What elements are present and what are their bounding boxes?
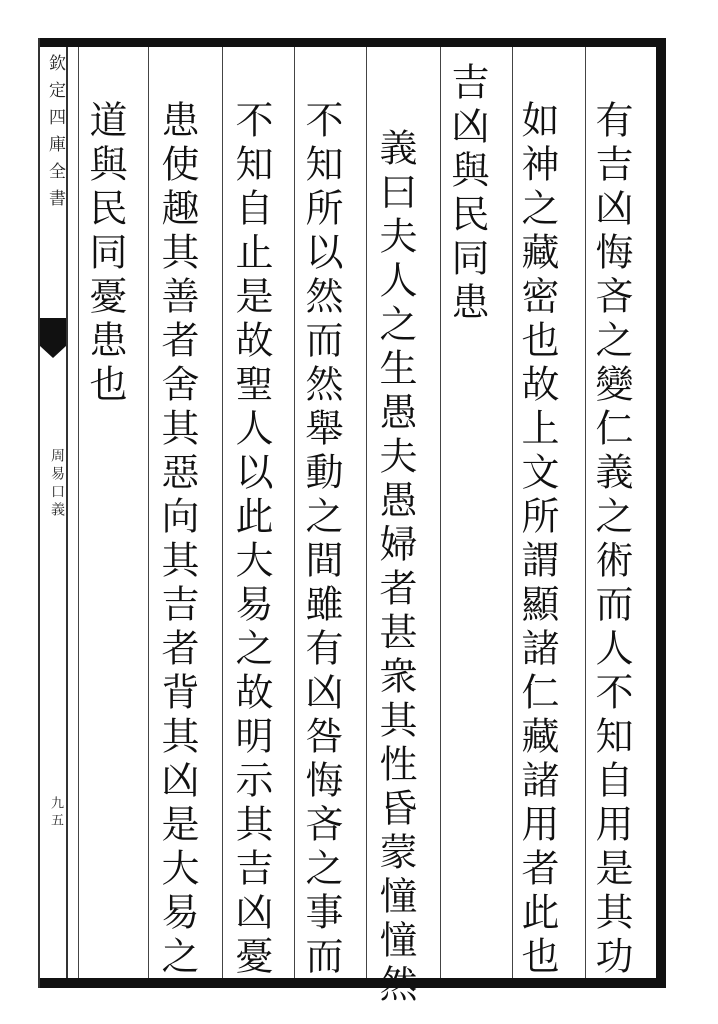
column-rule — [366, 47, 367, 978]
text-column-2: 如神之藏密也故上文所謂顯諸仁藏諸用者此也 — [515, 100, 559, 980]
text-column-1: 有吉凶悔吝之變仁義之術而人不知自用是其功 — [589, 100, 633, 980]
frame-bottom-border — [38, 978, 666, 988]
text-column-5: 不知所以然而然舉動之間雖有凶咎悔吝之事而 — [299, 100, 343, 980]
column-rule — [222, 47, 223, 978]
column-rule — [78, 47, 79, 978]
text-column-8: 道與民同憂患也 — [83, 100, 127, 408]
column-rule — [585, 47, 586, 978]
frame-top-border — [38, 38, 666, 47]
column-rule — [148, 47, 149, 978]
margin-book-title: 周易口義 — [49, 448, 65, 520]
margin-page-number: 九五 — [48, 796, 63, 830]
column-rule — [440, 47, 441, 978]
column-rule — [294, 47, 295, 978]
frame-right-border — [656, 38, 666, 988]
text-column-6: 不知自止是故聖人以此大易之故明示其吉凶憂 — [229, 100, 273, 980]
margin-header: 欽定四庫全書 — [45, 54, 65, 216]
column-rule — [512, 47, 513, 978]
text-column-3: 吉凶與民同患 — [445, 62, 489, 326]
text-column-4: 義曰夫人之生愚夫愚婦者甚衆其性昏蒙憧憧然 — [373, 128, 417, 1008]
text-column-7: 患使趣其善者舍其惡向其吉者背其凶是大易之 — [155, 100, 199, 980]
